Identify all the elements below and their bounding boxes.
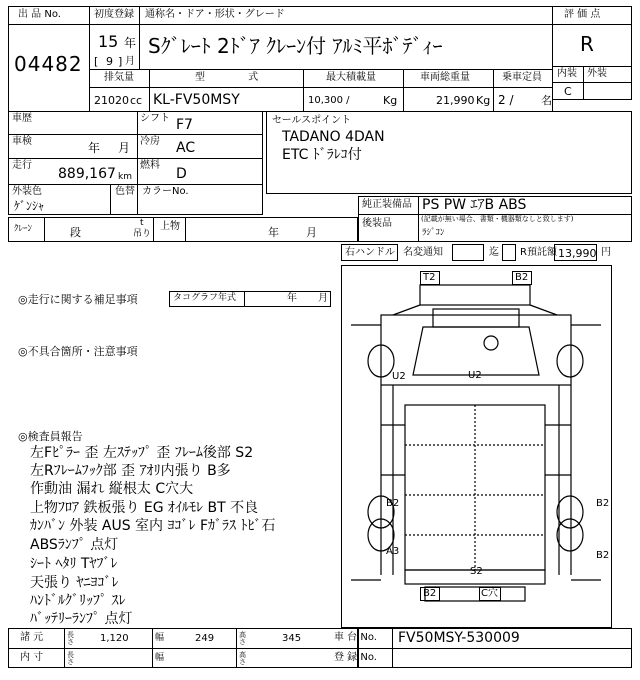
renamed-box: [452, 244, 484, 261]
max-load-unit: Kg: [383, 94, 398, 107]
crane-stage: 段: [70, 226, 81, 239]
sales-label: セールスポイント: [272, 115, 352, 126]
displacement-unit: cc: [130, 94, 143, 107]
diagram-label-t2: T2: [423, 272, 436, 283]
standard-label: 純正装備品: [362, 199, 412, 210]
diagram-label-u2-left: U2: [392, 371, 406, 382]
interior-value: C: [564, 85, 572, 98]
capacity-value: 2 /: [498, 93, 514, 107]
windshield-top: [433, 309, 519, 327]
diagram-label-b2-bottom: B2: [423, 588, 437, 599]
tacho-year: 年: [287, 293, 297, 304]
inner-label: 内 寸: [20, 652, 44, 663]
report-line: ABSﾗﾝﾌﾟ 点灯: [30, 537, 119, 553]
max-load-label: 最大積載量: [326, 72, 376, 83]
year-unit: 年: [124, 36, 137, 50]
gross-weight-value: 21,990: [436, 94, 475, 107]
fuel-label: 燃料: [140, 160, 160, 171]
displacement-label: 排気量: [104, 72, 134, 83]
report-line: ｼｰﾄ ﾍﾀﾘ Tﾔﾌﾞﾚ: [30, 556, 118, 572]
r-value: 13,990: [558, 247, 597, 260]
sales-line2: ETC ﾄﾞﾗﾚｺ付: [282, 147, 362, 163]
tacho-label: タコグラフ年式: [173, 293, 237, 303]
crane-label: ｸﾚｰﾝ: [14, 224, 33, 234]
diagram-label-b2-left: B2: [386, 498, 400, 509]
crane-ton-bottom: 吊り: [133, 229, 152, 239]
cab-roof: [420, 285, 530, 305]
inspector-label: ◎検査員報告: [18, 430, 83, 443]
month-unit: 月: [125, 56, 135, 67]
model-value: KL-FV50MSY: [153, 92, 240, 108]
max-load-value: 10,300 /: [308, 95, 350, 106]
color-no-label: 色替: [115, 186, 135, 197]
report-line: 天張り ﾔﾆﾖｺﾞﾚ: [30, 575, 119, 591]
report-line: ﾊﾞｯﾃﾘｰﾗﾝﾌﾟ 点灯: [30, 611, 133, 627]
lot-number: 04482: [14, 52, 83, 76]
year-value: 15: [98, 32, 119, 51]
chassis-value: FV50MSY-530009: [398, 630, 520, 646]
grade-label: 評 価 点: [564, 9, 601, 20]
report-line: 作動油 漏れ 縦根太 C穴大: [30, 481, 194, 497]
color-code-label: カラーNo.: [142, 186, 189, 197]
defect-label: ◎不具合箇所・注意事項: [18, 345, 138, 358]
diagram-label-a3: A3: [386, 546, 400, 557]
tacho-month: 月: [318, 293, 328, 304]
fuel-value: D: [176, 166, 187, 182]
mileage-unit: km: [118, 172, 132, 182]
report-line: 上物ﾌﾛｱ 鉄板張り EG ｵｲﾙﾓﾚ BT 不良: [30, 500, 259, 516]
diagram-label-b2-rear-right: B2: [596, 550, 610, 561]
model-label: 型 式: [195, 72, 259, 83]
aftermarket-label: 後装品: [362, 218, 392, 229]
driving-label: ◎走行に関する補足事項: [18, 293, 138, 306]
width-value: 249: [195, 633, 215, 644]
loadbed-year: 年: [268, 226, 279, 239]
standard-value: PS PW ｴｱB ABS: [422, 197, 527, 213]
capacity-label: 乗車定員: [502, 72, 542, 83]
diagram-label-b2-right: B2: [596, 498, 610, 509]
displacement-value: 21020: [94, 94, 129, 107]
length-value: 1,120: [100, 633, 129, 644]
front-right-wheel: [557, 345, 583, 377]
handle-label: 右ハンドル: [345, 247, 395, 258]
vehicle-name: Sｸﾞﾚｰﾄ 2ﾄﾞｱ ｸﾚｰﾝ付 ｱﾙﾐ平ﾎﾞﾃﾞｨｰ: [148, 34, 443, 58]
report-line: 左Fﾋﾟﾗｰ 歪 左ｽﾃｯﾌﾟ 歪 ﾌﾚｰﾑ後部 S2: [30, 445, 254, 461]
inspection-month: 月: [118, 141, 131, 155]
renamed-label: 名変通知: [403, 247, 443, 258]
grade-value: R: [580, 32, 594, 56]
deadline-box: [502, 244, 516, 261]
first-reg-label: 初度登録: [94, 9, 134, 20]
exterior-label: 外装: [587, 68, 607, 79]
history-label: 車歴: [12, 113, 32, 124]
rear-right-wheel-2: [557, 519, 583, 551]
details-box: [8, 111, 263, 215]
width-label: 幅: [155, 633, 165, 643]
color-label: 外装色: [12, 186, 42, 197]
length-label: 長さ: [67, 631, 74, 646]
rear-bumper: [425, 587, 525, 601]
mileage-label: 走行: [12, 160, 32, 171]
month-bracket-close: ]: [118, 55, 123, 68]
r-unit: 円: [601, 247, 611, 258]
reg-label: 登 録 No.: [334, 652, 377, 663]
inspection-year: 年: [88, 141, 101, 155]
capacity-unit: 名: [541, 94, 552, 107]
windshield: [413, 327, 539, 375]
aftermarket-value: ﾗｼﾞｺﾝ: [422, 228, 445, 238]
dims-label: 諸 元: [20, 632, 44, 643]
shift-label: シフト: [140, 113, 170, 124]
diagram-label-s2: S2: [470, 566, 483, 577]
name-label: 通称名・ドア・形状・グレード: [145, 9, 285, 20]
interior-label: 内装: [557, 68, 577, 79]
inner-length-label: 長さ: [67, 651, 74, 666]
height-value: 345: [282, 633, 302, 644]
ac-value: AC: [176, 140, 196, 156]
ac-label: 冷房: [140, 136, 160, 147]
deadline-label: 迄: [489, 247, 499, 258]
gross-weight-unit: Kg: [476, 94, 491, 107]
sales-line1: TADANO 4DAN: [282, 129, 385, 145]
gross-weight-label: 車両総重量: [420, 72, 470, 83]
report-line: ﾊﾝﾄﾞﾙｸﾞﾘｯﾌﾟ ｽﾚ: [30, 593, 126, 609]
aftermarket-note: (記載が無い場合、書類・機器類なしと致します): [421, 215, 574, 223]
diagram-label-b2-top: B2: [515, 272, 529, 283]
wheel-mark: [484, 336, 498, 350]
r-label: R預託額: [520, 247, 557, 258]
month-value: 9: [106, 55, 113, 68]
report-line: 左Rﾌﾚｰﾑﾌｯｸ部 歪 ｱｵﾘ内張り B多: [30, 463, 231, 479]
lot-label: 出 品 No.: [18, 9, 61, 20]
chassis-label: 車 台 No.: [334, 632, 377, 643]
report-line: ｶﾝﾊﾞﾝ 外装 AUS 室内 ﾖｺﾞﾚ Fｶﾞﾗｽ ﾄﾋﾞ石: [30, 518, 276, 534]
inner-width-label: 幅: [155, 653, 165, 663]
month-bracket: [: [94, 55, 99, 68]
diagram-label-c-hole: C穴: [481, 588, 498, 599]
loadbed-month: 月: [306, 226, 317, 239]
diagram-label-u2-right: U2: [468, 370, 482, 381]
shift-value: F7: [176, 117, 193, 133]
mileage-value: 889,167: [58, 166, 116, 182]
color-value: ｹﾞﾝｼｬ: [14, 199, 45, 213]
loadbed-label: 上物: [160, 221, 180, 232]
height-label: 高さ: [239, 631, 246, 646]
inspection-label: 車検: [12, 136, 32, 147]
crane-ton-top: t: [140, 218, 144, 228]
inner-height-label: 高さ: [239, 651, 246, 666]
